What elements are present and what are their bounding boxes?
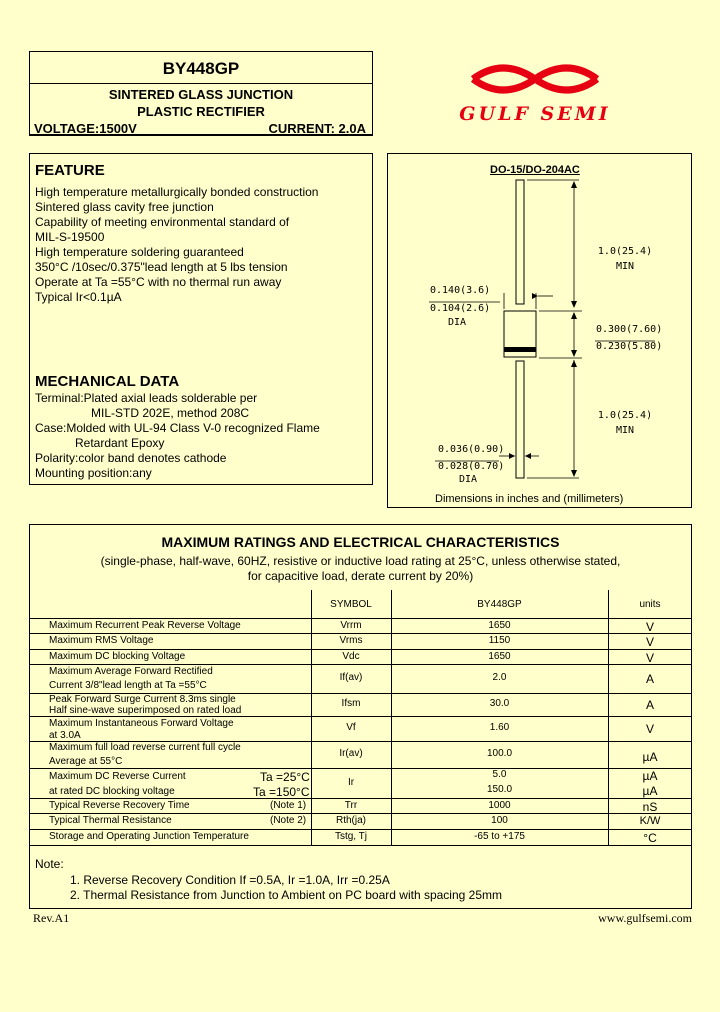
- feature-item: High temperature soldering guaranteed: [35, 245, 244, 259]
- feature-item: Sintered glass cavity free junction: [35, 200, 214, 214]
- row-param-2: at rated DC blocking voltage: [49, 786, 175, 797]
- row-param-2: Average at 55°C: [49, 756, 123, 767]
- dimensions-caption: Dimensions in inches and (millimeters): [435, 493, 624, 505]
- mechanical-heading: MECHANICAL DATA: [35, 373, 180, 390]
- row-unit: V: [645, 651, 654, 665]
- row-param: Typical Reverse Recovery Time: [49, 800, 190, 811]
- header-line-1: SINTERED GLASS JUNCTION: [108, 87, 294, 102]
- feature-list: [35, 185, 318, 305]
- table-rule: [29, 845, 692, 846]
- website-url[interactable]: www.gulfsemi.com: [598, 911, 692, 925]
- table-rule: [29, 798, 692, 799]
- lead-dia-max: 0.036(0.90): [438, 444, 505, 455]
- row-param-2: at 3.0A: [49, 730, 81, 741]
- revision-label: Rev.A1: [33, 911, 70, 925]
- row-condition-2: Ta =150°C: [253, 785, 310, 799]
- row-param: Maximum Instantaneous Forward Voltage: [49, 718, 234, 729]
- logo-text: GULF SEMI: [459, 103, 611, 125]
- body-dia-max: 0.140(3.6): [430, 285, 491, 296]
- row-symbol: Vrrm: [340, 620, 362, 631]
- row-unit: A: [645, 672, 654, 686]
- row-param: Maximum RMS Voltage: [49, 635, 154, 646]
- mechanical-list: [35, 391, 320, 481]
- row-param: Maximum Recurrent Peak Reverse Voltage: [49, 620, 241, 631]
- row-unit-2: µA: [642, 784, 658, 798]
- feature-item: Capability of meeting environmental standard of: [35, 215, 290, 229]
- body-length-max: 0.300(7.60): [596, 324, 663, 335]
- note-1: 1. Reverse Recovery Condition If =0.5A, Ir =1.0A, Irr =0.25A: [70, 873, 390, 887]
- row-value-2: 150.0: [486, 784, 513, 795]
- current-label: CURRENT: 2.0A: [268, 121, 366, 136]
- feature-item: Typical Ir<0.1µA: [35, 290, 122, 304]
- body-dia-label: DIA: [448, 317, 467, 328]
- row-param-2: Half sine-wave superimposed on rated load: [49, 705, 242, 716]
- body-length-min: 0.230(5.80): [596, 341, 663, 352]
- row-value: -65 to +175: [474, 831, 525, 842]
- mech-item: Polarity:color band denotes cathode: [35, 451, 227, 465]
- row-symbol: If(av): [339, 672, 363, 683]
- row-value: 1150: [488, 635, 511, 646]
- row-symbol: Tstg, Tj: [334, 831, 368, 842]
- table-rule: [29, 664, 692, 665]
- lead-length-bottom: 1.0(25.4): [597, 410, 653, 421]
- ratings-heading: MAXIMUM RATINGS AND ELECTRICAL CHARACTERISTICS: [161, 534, 560, 550]
- row-param: Maximum DC blocking Voltage: [49, 651, 186, 662]
- ratings-subtitle-1: (single-phase, half-wave, 60HZ, resistive or inductive load rating at 25°C, unless otherwise stated,: [100, 554, 621, 568]
- row-symbol: Rth(ja): [335, 815, 366, 826]
- row-unit: V: [645, 635, 654, 649]
- voltage-label: VOLTAGE:1500V: [34, 121, 137, 136]
- row-unit: A: [645, 698, 654, 712]
- row-value: 100.0: [486, 748, 513, 759]
- feature-item: Operate at Ta =55°C with no thermal run away: [35, 275, 282, 289]
- row-param: Storage and Operating Junction Temperature: [49, 831, 249, 842]
- row-symbol: Ir: [347, 777, 355, 788]
- row-unit: V: [645, 620, 654, 634]
- row-value: 30.0: [489, 698, 510, 709]
- lead-length-top: 1.0(25.4): [597, 246, 653, 257]
- row-unit: V: [645, 722, 654, 736]
- lead-length-bottom-min: MIN: [615, 425, 635, 436]
- row-symbol: Vrms: [339, 635, 363, 646]
- header-line-2: PLASTIC RECTIFIER: [137, 104, 265, 119]
- table-rule: [29, 829, 692, 830]
- package-name: DO-15/DO-204AC: [490, 164, 580, 176]
- row-symbol: Vf: [346, 722, 356, 733]
- row-value: 5.0: [492, 769, 507, 780]
- row-param: Peak Forward Surge Current 8.3ms single: [49, 694, 236, 705]
- row-param: Typical Thermal Resistance: [49, 815, 172, 826]
- feature-item: MIL-S-19500: [35, 230, 105, 244]
- mech-item: Retardant Epoxy: [75, 436, 165, 450]
- row-condition: Ta =25°C: [260, 770, 310, 784]
- mech-item: Case:Molded with UL-94 Class V-0 recognized Flame: [35, 421, 320, 435]
- note-2: 2. Thermal Resistance from Junction to Ambient on PC board with spacing 25mm: [70, 888, 502, 902]
- row-unit: µA: [642, 769, 658, 783]
- row-param: Maximum full load reverse current full cycle: [49, 742, 241, 753]
- notes-heading: Note:: [35, 857, 64, 871]
- table-rule: [29, 649, 692, 650]
- mech-item: MIL-STD 202E, method 208C: [91, 406, 250, 420]
- lead-dia-label: DIA: [459, 474, 478, 485]
- row-value: 100: [491, 815, 508, 826]
- feature-item: High temperature metallurgically bonded construction: [35, 185, 319, 199]
- row-param-2: Current 3/8"lead length at Ta =55°C: [49, 680, 207, 691]
- table-rule: [29, 716, 692, 717]
- row-value: 1650: [488, 651, 511, 662]
- header-divider-1: [29, 83, 373, 84]
- row-value: 1000: [488, 800, 511, 811]
- row-symbol: Ir(av): [339, 748, 363, 759]
- row-unit: K/W: [639, 815, 661, 827]
- row-value: 1.60: [489, 722, 510, 733]
- table-rule: [29, 633, 692, 634]
- body-dia-min: 0.104(2.6): [430, 303, 491, 314]
- col-symbol-header: SYMBOL: [330, 599, 372, 610]
- lead-length-top-min: MIN: [615, 261, 635, 272]
- col-part-header: BY448GP: [477, 599, 522, 610]
- gulf-semi-logo: [455, 55, 615, 135]
- row-symbol: Ifsm: [341, 698, 361, 709]
- row-unit: °C: [643, 831, 657, 845]
- mech-item: Mounting position:any: [35, 466, 152, 480]
- table-rule: [29, 813, 692, 814]
- row-unit: µA: [642, 750, 658, 764]
- feature-item: 350°C /10sec/0.375"lead length at 5 lbs tension: [35, 260, 288, 274]
- part-number: BY448GP: [162, 59, 240, 78]
- table-rule: [29, 618, 692, 619]
- row-condition: (Note 1): [270, 800, 307, 811]
- row-symbol: Trr: [344, 800, 358, 811]
- row-value: 2.0: [492, 672, 507, 683]
- row-value: 1650: [488, 620, 511, 631]
- row-symbol: Vdc: [342, 651, 360, 662]
- col-units-header: units: [639, 599, 661, 610]
- lead-dia-min: 0.028(0.70): [438, 461, 505, 472]
- row-param: Maximum Average Forward Rectified: [49, 666, 213, 677]
- row-param: Maximum DC Reverse Current: [49, 771, 186, 782]
- row-unit: nS: [642, 800, 658, 814]
- ratings-subtitle-2: for capacitive load, derate current by 20%): [247, 569, 474, 583]
- mech-item: Terminal:Plated axial leads solderable per: [35, 391, 258, 405]
- row-condition: (Note 2): [270, 815, 307, 826]
- feature-heading: FEATURE: [35, 162, 105, 179]
